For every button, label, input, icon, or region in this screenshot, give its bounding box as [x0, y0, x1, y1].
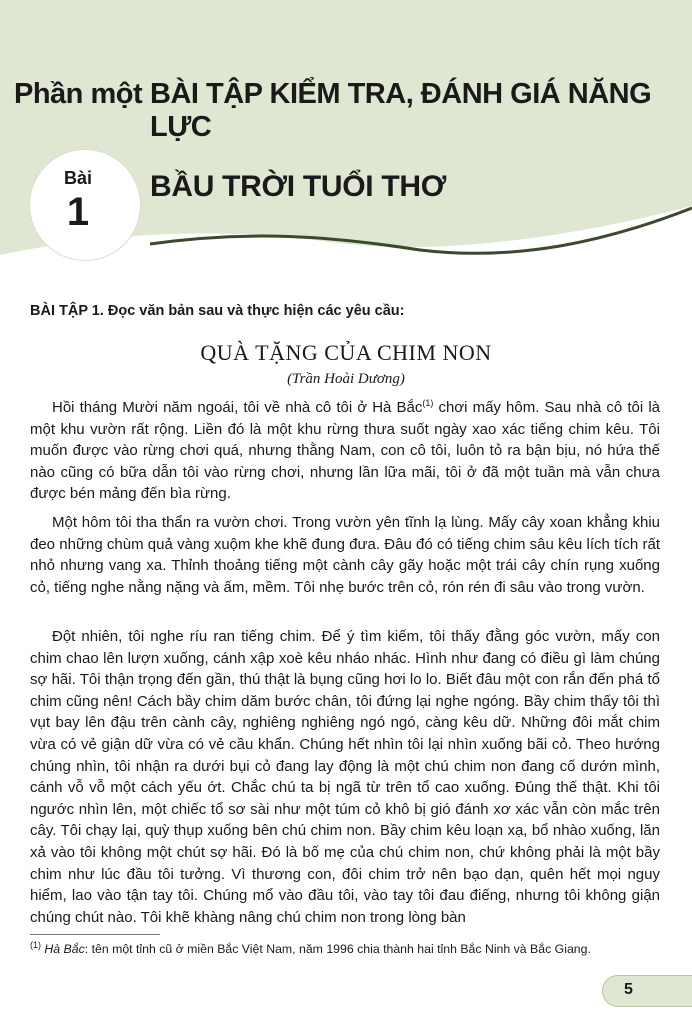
footnote-text: : tên một tỉnh cũ ở miền Bắc Việt Nam, năm 1996 chia thành hai tỉnh Bắc Ninh và Bắc Giang. — [84, 942, 591, 956]
footnote-ref: (1) — [422, 398, 434, 408]
paragraph-2 — [30, 512, 660, 598]
footnote-divider — [30, 934, 160, 935]
part-title: BÀI TẬP KIỂM TRA, ĐÁNH GIÁ NĂNG LỰC — [150, 78, 652, 143]
paragraph-1-text-a: Hồi tháng Mười năm ngoái, tôi về nhà cô tôi ở Hà Bắc — [52, 399, 423, 416]
paragraph-1-text-b: chơi mấy hôm. Sau nhà cô tôi là một khu vườn rất rộng. Liền đó là một khu rừng thưa suốt ngày xao xác tiếng chim kêu. Tôi muốn được vào rừng chơi quá, nhưng thằng Nam, con cô tôi, luôn tỏ ra bận bịu, nó hứa thế nào cũng có bữa dẫn tôi vào rừng chơi, nhưng lần lữa mãi, tôi ở đã một tuần mà vẫn chưa được bén mảng đến bìa rừng. — [30, 399, 660, 503]
lesson-number: 1 — [66, 190, 90, 234]
paragraph-3 — [30, 626, 660, 928]
lesson-word: Bài — [63, 168, 92, 188]
header-band — [0, 0, 692, 268]
page-number-tab — [602, 975, 692, 1007]
footnote-marker: (1) — [30, 939, 41, 950]
exercise-instruction: Đọc văn bản sau và thực hiện các yêu cầu: — [103, 303, 405, 319]
footnote-term: Hà Bắc — [44, 942, 85, 956]
page-number: 5 — [624, 981, 633, 998]
exercise-heading — [30, 303, 404, 319]
part-label: Phần một — [14, 78, 143, 110]
lesson-title: BẦU TRỜI TUỔI THƠ — [150, 170, 447, 203]
exercise-label: BÀI TẬP 1. — [30, 303, 104, 319]
story-author: (Trần Hoài Dương) — [287, 371, 405, 387]
story-title: QUÀ TẶNG CỦA CHIM NON — [200, 340, 492, 365]
paragraph-2-text: Một hôm tôi tha thẩn ra vườn chơi. Trong vườn yên tĩnh lạ lùng. Mấy cây xoan khẳng khiu đeo những chùm quả vàng xuộm khe khẽ đung đưa. Đâu đó có tiếng chim sâu kêu lích tích rất nhỏ nhưng vang xa. Thỉnh thoảng tiếng một cành cây gãy hoặc một trái cây chín rụng xuống cỏ, tiếng nghe nằng nặng và ấm, mềm. Tôi nhẹ bước trên cỏ, rón rén đi sâu vào trong vườn. — [30, 514, 660, 596]
paragraph-1 — [30, 397, 660, 505]
lesson-badge — [30, 150, 140, 260]
footnote — [30, 939, 670, 956]
paragraph-3-text: Đột nhiên, tôi nghe ríu ran tiếng chim. Để ý tìm kiếm, tôi thấy đằng góc vườn, mấy con chim chao lên lượn xuống, cánh xập xoè kêu nháo nhác. Hình như đang có điều gì làm chúng sợ hãi. Tôi thận trọng đến gần, thú thật là bụng cũng hơi lo lo. Biết đâu một con rắn đến phá tổ chim cũng nên! Cách bầy chim dăm bước chân, tôi đứng lại nghe ngóng. Bầy chim thấy tôi thì vụt bay lên đậu trên cành cây, nghiêng nghiêng ngó ngó, càng kêu dữ. Những đôi mắt chim vừa có vẻ giận dữ vừa có vẻ cầu khẩn. Chúng hết nhìn tôi lại nhìn xuống bãi cỏ. Theo hướng chúng nhìn, tôi nhận ra dưới bụi cỏ đang lay động là một chú chim non đang cố dướn mình, cánh vỗ vỗ một cách yếu ớt. Chắc chú ta bị ngã từ trên tổ cao xuống. Đúng thế thật. Khi tôi ngước nhìn lên, một chiếc tổ sơ sài như một túm cỏ khô bị gió đánh xơ xác vẫn còn mắc trên cây. Tôi chạy lại, quỳ thụp xuống bên chú chim non. Bầy chim kêu loạn xạ, bổ nhào xuống, lăn xả vào tôi không một chút sợ hãi. Đó là bố mẹ của chú chim non, chứ không phải là một bầy chim như lúc đầu tôi tưởng. Vì thương con, đôi chim trở nên bạo dạn, quên hết mọi nguy hiểm, lao vào tận tay tôi. Chúng mổ vào đầu tôi, vào tay tôi đau điếng, nhưng tôi không giận chúng chút nào. Tôi khẽ khàng nâng chú chim non trong lòng bàn — [30, 628, 660, 926]
